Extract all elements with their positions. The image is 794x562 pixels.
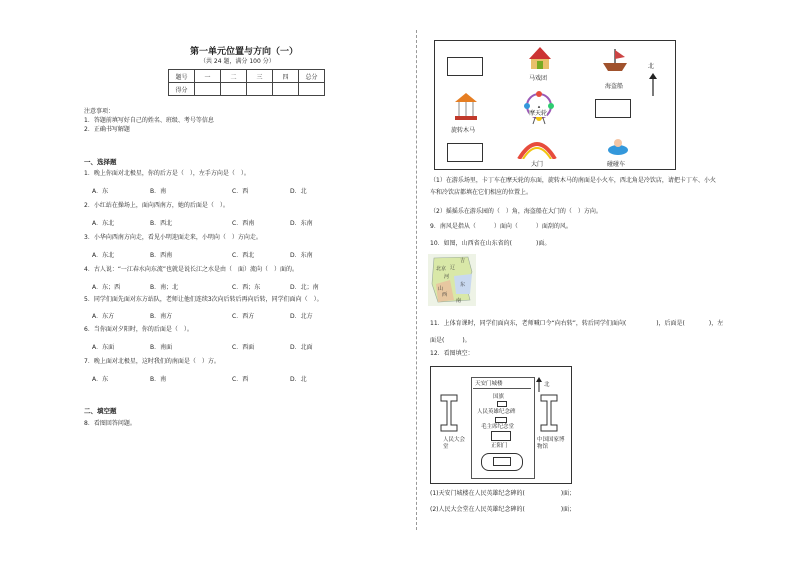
blank-box [447, 57, 483, 76]
question-text: (2)人民大会堂在人民英雄纪念碑的( )面； [430, 506, 576, 513]
question-text: 5．同学们面先面对东方站队，老师让他们连续3次向后转后再向后转，同学们面向（ ）。 [84, 296, 323, 303]
choice-b: B．南方 [150, 313, 173, 320]
choice-b: B．南 [150, 376, 167, 383]
park-map [434, 40, 676, 170]
choice-a: A．东面 [92, 344, 115, 351]
north-arrow-icon [535, 377, 543, 393]
map-label: 东 [460, 282, 466, 288]
museum-building [539, 393, 559, 433]
choice-b: B．南 [150, 188, 167, 195]
map-label: 南 [456, 298, 462, 304]
score-cell: 二 [221, 70, 247, 83]
score-table [168, 69, 325, 96]
flag-base [497, 401, 507, 407]
north-label: 北 [648, 63, 655, 70]
question-text: 2．小红站在操场上，面向西南方，她的后面是（ ）。 [84, 202, 229, 209]
question-text: 6．当你面对夕阳时，你的后面是（ ）。 [84, 326, 193, 333]
bumper-car-icon [605, 137, 631, 157]
score-cell [273, 83, 299, 96]
note-item: 1．答题前填写好自己的姓名、班级、考号等信息 [84, 117, 214, 124]
map-label: 山 [438, 286, 444, 292]
choice-a: A．东北 [92, 252, 115, 259]
question-text: 9．南风是指从（ ）面向（ ）面刮的风。 [430, 223, 572, 230]
map-label: 西 [442, 292, 448, 298]
map-label: 辽 [450, 265, 456, 271]
page-title: 第一单元位置与方向（一） [190, 47, 299, 57]
zhengyangmen-gate [493, 457, 511, 466]
choice-a: A．东 [92, 188, 109, 195]
square-label: 中国国家博物馆 [537, 437, 565, 450]
square-map [430, 366, 572, 484]
square-label: 正阳门 [491, 443, 508, 449]
north-arrow-icon [648, 73, 658, 97]
choice-a: A．东；西 [92, 284, 121, 291]
score-cell: 一 [195, 70, 221, 83]
question-text: 7．晚上面对北极星，这时我们的南面是（ ）方。 [84, 358, 220, 365]
question-text: 3．小华向西南方向走，看见小明迎面走来，小明向（ ）方向走。 [84, 234, 262, 241]
page-subtitle: （共 24 题，满分 100 分） [200, 58, 275, 65]
memorial-hall-box [491, 431, 511, 441]
choice-d: D．东南 [290, 220, 313, 227]
choice-b: B．西北 [150, 220, 173, 227]
score-cell: 总分 [299, 70, 325, 83]
great-hall-building [439, 393, 459, 433]
score-cell: 题号 [169, 70, 195, 83]
score-cell [221, 83, 247, 96]
notes-heading: 注意事项： [84, 108, 115, 115]
choice-c: C．西北 [232, 252, 255, 259]
square-label: 毛主席纪念堂 [481, 424, 515, 430]
score-cell [195, 83, 221, 96]
park-label-ferris-wheel: 摩天轮 [529, 110, 548, 117]
choice-d: D．北；南 [290, 284, 319, 291]
map-label: 北京 [436, 266, 447, 272]
north-label: 北 [544, 382, 550, 388]
park-label-pirate-ship: 海盗船 [605, 83, 624, 90]
choice-c: C．西南 [232, 220, 255, 227]
province-map [428, 254, 476, 306]
choice-d: D．北方 [290, 313, 313, 320]
section-heading: 二、填空题 [84, 407, 117, 415]
choice-c: C．西 [232, 376, 249, 383]
choice-a: A．东北 [92, 220, 115, 227]
square-label: 人民大会堂 [443, 437, 466, 450]
note-item: 2．正确书写解题 [84, 126, 130, 133]
circus-tent-icon [527, 45, 553, 71]
choice-c: C．西方 [232, 313, 255, 320]
blank-box [447, 143, 483, 162]
score-cell: 得分 [169, 83, 195, 96]
choice-d: D．北面 [290, 344, 313, 351]
park-label-bumper-cars: 碰碰车 [607, 161, 626, 168]
square-label: 人民英雄纪念碑 [477, 409, 516, 415]
score-cell: 三 [247, 70, 273, 83]
pirate-ship-icon [600, 47, 630, 73]
main-gate-icon [515, 135, 559, 159]
choice-c: C．西 [232, 188, 249, 195]
map-label: 河 [444, 274, 450, 280]
question-text: (1)天安门城楼在人民英雄纪念碑的( )面； [430, 490, 576, 497]
choice-a: A．东 [92, 376, 109, 383]
park-label-circus: 马戏团 [529, 75, 548, 82]
question-text: 车和冷饮店都填在它们相应的位置上。 [430, 189, 533, 196]
choice-d: D．东南 [290, 252, 313, 259]
square-label: 国旗 [493, 394, 505, 400]
choice-d: D．北 [290, 376, 307, 383]
question-text: （2）摇摇乐在游乐园的（ ）角，海盗船在大门的（ ）方向。 [430, 208, 602, 215]
question-text: 8．看图回答问题。 [84, 420, 136, 427]
carousel-icon [453, 91, 479, 121]
question-text: 4．古人说：“一江春水向东流”也就是说长江之水是由（ 面）流向（ ）面的。 [84, 266, 299, 273]
choice-d: D．北 [290, 188, 307, 195]
section-heading: 一、选择题 [84, 158, 117, 166]
choice-b: B．西南 [150, 252, 173, 259]
choice-a: A．东方 [92, 313, 115, 320]
score-cell [247, 83, 273, 96]
blank-box [595, 99, 631, 118]
park-label-main-gate: 大门 [531, 161, 544, 168]
divider-line [473, 388, 531, 389]
question-text: 12．看图填空： [430, 350, 474, 357]
square-label: 天安门城楼 [475, 381, 503, 387]
column-divider [416, 30, 417, 530]
park-label-carousel: 旋转木马 [451, 127, 476, 134]
map-label: 吉 [460, 258, 466, 264]
choice-c: C．西；东 [232, 284, 261, 291]
score-cell: 四 [273, 70, 299, 83]
question-text: 1．晚上你面对北极星，你的后方是（ ），左手方向是（ ）。 [84, 170, 250, 177]
question-text: 10．如图，山西省在山东省的( )面。 [430, 240, 551, 247]
question-text: 面是( )。 [430, 337, 471, 344]
score-cell [299, 83, 325, 96]
question-text: （1）在游乐场里，卡丁车在摩天轮的东面，旋转木马的南面是小火车，西北角是冷饮店，请把卡丁车、小火 [430, 177, 716, 184]
choice-b: B．南；北 [150, 284, 179, 291]
choice-b: B．南面 [150, 344, 173, 351]
choice-c: C．西面 [232, 344, 255, 351]
question-text: 11．上体育课时，同学们面向东，老师喊口令“向右转”，转后同学们面向( )，后面是( )，左 [430, 320, 724, 327]
